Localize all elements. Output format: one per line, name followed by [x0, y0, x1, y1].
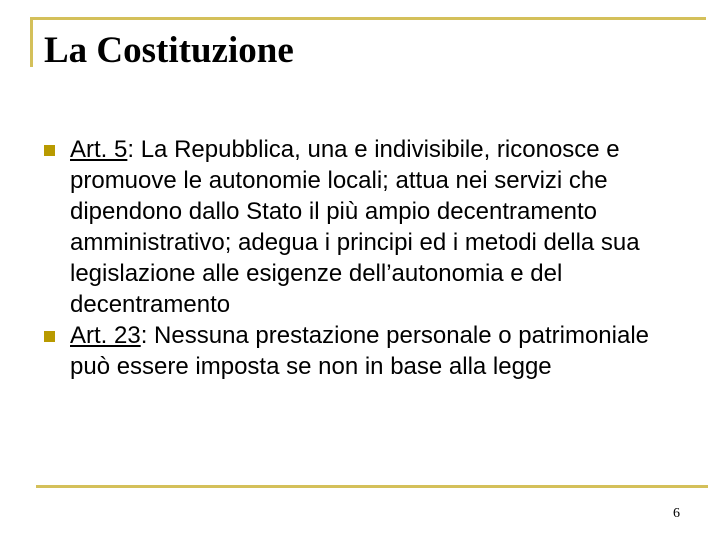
bullet-item-art-5 [44, 134, 664, 320]
article-text: La Repubblica, una e indivisibile, riconosce e promuove le autonomie locali; attua nei servizi che dipendono dallo Stato il più ampio decentramento amministrativo; adegua i principi ed i metodi della sua legislazione alle esigenze dell’autonomia e del decentramento [70, 136, 640, 318]
frame-top-line [30, 17, 706, 20]
slide-title: La Costituzione [44, 30, 294, 71]
bullet-item-art-23 [44, 320, 664, 382]
frame-bottom-line [36, 485, 708, 488]
page-number: 6 [673, 506, 680, 521]
frame-left-line [30, 17, 33, 67]
bullet-list [44, 134, 664, 382]
article-separator: : [127, 136, 135, 163]
square-bullet-icon [44, 145, 55, 156]
article-text: Nessuna prestazione personale o patrimoniale può essere imposta se non in base alla legge [70, 322, 650, 380]
article-label: Art. 23 [70, 322, 141, 349]
article-separator: : [140, 322, 148, 349]
article-label: Art. 5 [70, 136, 128, 163]
square-bullet-icon [44, 331, 55, 342]
